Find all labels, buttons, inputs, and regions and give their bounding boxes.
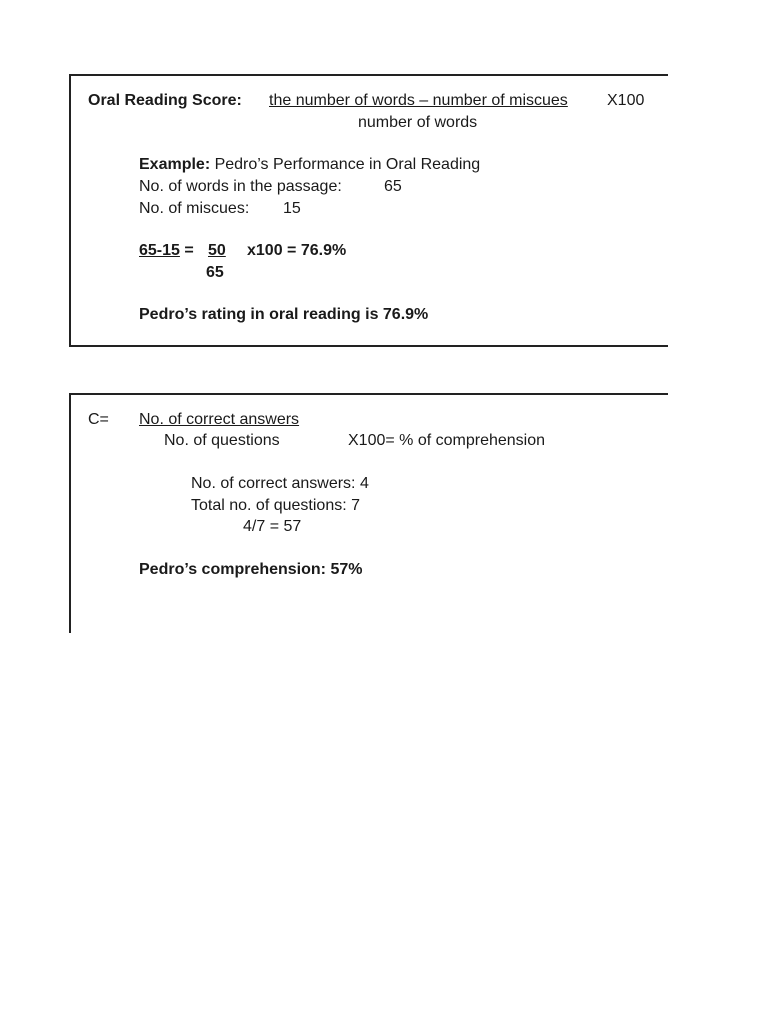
oral-reading-formula-multiplier: X100 bbox=[607, 92, 645, 109]
calc-expression bbox=[139, 241, 194, 261]
calc-result-denominator: 65 bbox=[206, 264, 224, 281]
miscues-label: No. of miscues: bbox=[139, 200, 250, 217]
words-label: No. of words in the passage: bbox=[139, 178, 342, 195]
oral-reading-label: Oral Reading Score: bbox=[88, 92, 242, 109]
miscues-value: 15 bbox=[283, 200, 301, 217]
example-title: Pedro’s Performance in Oral Reading bbox=[210, 156, 481, 173]
total-questions-line: Total no. of questions: 7 bbox=[191, 497, 360, 514]
comprehension-formula-numerator: No. of correct answers bbox=[139, 411, 300, 428]
calc-result-numerator: 50 bbox=[208, 242, 226, 259]
calc-rest: x100 = 76.9% bbox=[247, 242, 347, 259]
calc-numerator-expr: 65-15 bbox=[139, 242, 180, 259]
comprehension-result: Pedro’s comprehension: 57% bbox=[139, 561, 363, 578]
oral-reading-formula-numerator: the number of words – number of miscues bbox=[269, 92, 568, 109]
comprehension-label: C= bbox=[88, 411, 109, 428]
example-heading bbox=[139, 155, 480, 175]
words-value: 65 bbox=[384, 178, 402, 195]
correct-answers-line: No. of correct answers: 4 bbox=[191, 475, 369, 492]
calc-equals: = bbox=[179, 242, 194, 259]
comprehension-formula-rest: X100= % of comprehension bbox=[348, 432, 546, 449]
example-label: Example: bbox=[139, 156, 211, 173]
comprehension-calc-line: 4/7 = 57 bbox=[243, 518, 302, 535]
comprehension-formula-denominator: No. of questions bbox=[164, 432, 280, 449]
oral-reading-rating: Pedro’s rating in oral reading is 76.9% bbox=[139, 306, 429, 323]
oral-reading-formula-denominator: number of words bbox=[358, 114, 478, 131]
